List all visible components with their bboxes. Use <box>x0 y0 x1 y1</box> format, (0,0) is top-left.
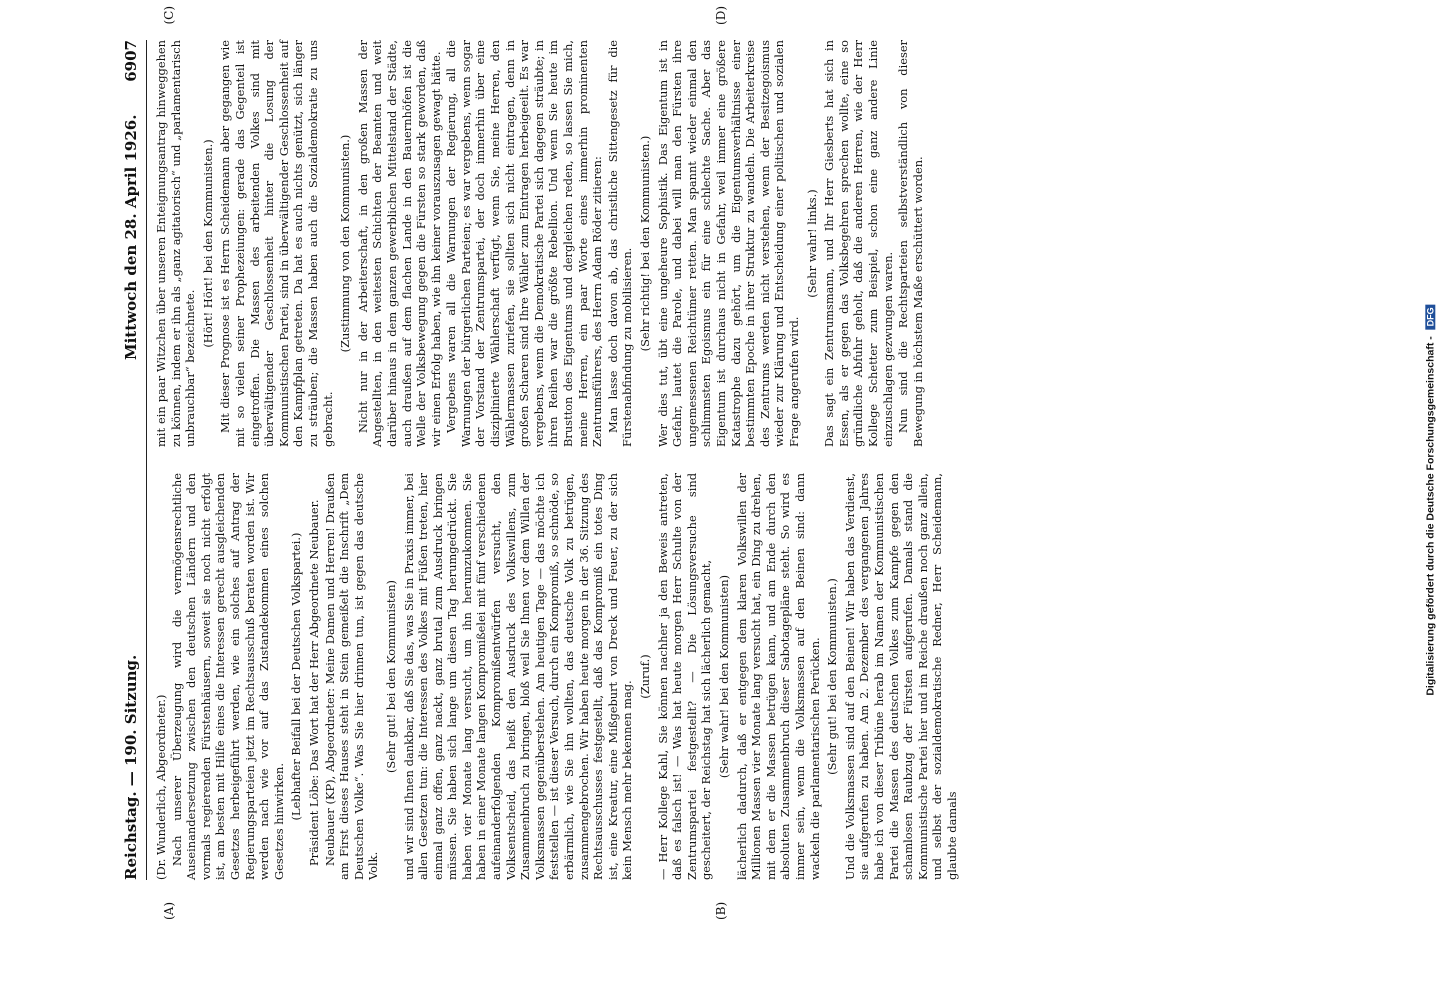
paragraph: Präsident Löbe: Das Wort hat der Herr Abgeordnete Neubauer. <box>306 499 321 866</box>
margin-marker-b: (B) <box>714 901 728 920</box>
paragraph: Neubauer (KP), Abgeordneter: Meine Damen und Herren! Draußen am First dieses Hauses steht in Stein gemeißelt die Inschrift „Dem Deutschen Volke“. Was Sie hier drinnen tun, ist gegen das deutsche Volk. <box>322 473 381 880</box>
speaker-line: (Dr. Wunderlich, Abgeordneter.) <box>154 694 168 880</box>
interjection: (Hört! Hört! bei den Kommunisten.) <box>200 139 215 348</box>
column-left <box>154 473 1222 920</box>
column-right <box>154 6 1222 447</box>
quotation: Wer dies tut, übt eine ungeheure Sophistik. Das Eigentum ist in Gefahr, lautet die Parole, und dabei will man den Fürsten ihre ungemessenen Reichtümer retten. Man spannt wieder einmal den schlimmsten Egoismus ein für eine schlechte Sache. Aber das Eigentum ist durchaus nicht in Gefahr, weil immer eine größere Katastrophe dazu gehört, um die Eigentumsverhältnisse einer bestimmten Epoche in ihrer Struktur zu wandeln. Die Arbeiterkreise des Zentrums werden nicht verstehen, wenn der Besitzegoismus wieder zur Klärung und Entscheidung einer politischen und sozialen Frage angerufen wird. <box>655 40 801 447</box>
quotation: Man lasse doch davon ab, das christliche Sittengesetz für die Fürstenabfindung zu mobilisieren. <box>605 40 635 447</box>
paragraph: mit ein paar Witzchen über unseren Enteignungsantrag hinweggehen zu können, indem er ihn als „ganz agitatorisch“ und „parlamentarisch unbrauchbar“ bezeichnete. <box>154 40 198 447</box>
credit-text: Digitalisierung gefördert durch die Deutsche Forschungsgemeinschaft - <box>1424 336 1436 696</box>
paragraph: Nun sind die Rechtsparteien selbstverständlich von dieser Bewegung in höchstem Maße erschüttert worden. <box>896 40 925 447</box>
paragraph: Nicht nur in der Arbeiterschaft, in den großen Massen der Angestellten, in den weitesten Schichten der Beamten und weit darüber hinaus in dem ganzen gewerblichen Mittelstand der Städte, auch draußen auf dem flachen Lande in den Bauernhöfen ist die Welle der Volksbewegung gegen die Fürsten so stark geworden, daß wir einen Erfolg haben, wie ihn keiner vorauszusagen gewagt hätte. <box>355 40 443 447</box>
paragraph: Nach unserer Überzeugung wird die vermögensrechtliche Auseinandersetzung zwischen den deutschen Ländern und den vormals regierenden Fürstenhäusern, soweit sie noch nicht erfolgt ist, am besten mit Hilfe eines die Interessen gerecht ausgleichenden Gesetzes herbeigeführt werden, wie ein solches auf Antrag der Regierungsparteien jetzt im Rechtsausschuß beraten worden ist. Wir werden nach wie vor auf das Zustandekommen eines solchen Gesetzes hinwirken. <box>169 473 286 880</box>
header-date: Mittwoch den 28. April 1926. <box>122 114 140 360</box>
interjection: (Sehr gut! bei den Kommunisten) <box>383 580 398 774</box>
paragraph: Und die Volksmassen sind auf den Beinen! Wir haben das Verdienst, sie aufgerufen zu haben. Am 2. Dezember des vergangenen Jahres habe ich von dieser Tribüne herab im Namen der Kommunistischen Partei die Massen des deutschen Volkes zum Kampfe gegen den schamlosen Raubzug der Fürsten aufgerufen. Damals stand die Kommunistische Partei hier und im Reiche draußen noch ganz allein, und selbst der sozialdemokratische Redner, Herr Scheidemann, glaubte damals <box>842 473 959 880</box>
margin-marker-c: (C) <box>162 6 176 25</box>
interjection: (Sehr richtig! bei den Kommunisten.) <box>638 135 652 352</box>
margin-marker-a: (A) <box>162 901 176 920</box>
interjection: (Sehr gut! bei den Kommunisten.) <box>825 578 840 775</box>
paragraph: Vergebens waren all die Warnungen der Regierung, all die Warnungen der bürgerlichen Parteien; es war vergebens, wenn sogar der Vorstand der Zentrumspartei, der doch immerhin über eine disziplinierte Wählerschaft verfügt, wenn Sie, meine Herren, den Wählermassen zuriefen, sie sollten sich nicht eintragen, denn in großen Scharen sind Ihre Wähler zum Eintragen herbeigeeilt. Es war vergebens, wenn die Demokratische Partei sich dagegen sträubte; in ihren Reihen war die größte Rebellion. Und wenn Sie heute im Brustton des Eigentums und dergleichen reden, so lassen Sie mich, meine Herren, ein paar Worte eines immerhin prominenten Zentrumsführers, des Herrn Adam Röder zitieren: <box>444 40 605 447</box>
dfg-logo: DFG <box>1425 304 1435 329</box>
interjection: (Zuruf.) <box>638 654 652 699</box>
margin-marker-d: (D) <box>714 6 728 25</box>
interjection: (Sehr wahr! links.) <box>804 189 819 298</box>
interjection: (Zustimmung von den Kommunisten.) <box>338 134 353 353</box>
interjection: (Sehr wahr! bei den Kommunisten) <box>716 574 731 779</box>
header-left: Reichstag. — 190. Sitzung. <box>122 654 140 880</box>
digitization-credit <box>1424 304 1436 695</box>
paragraph: — Herr Kollege Kahl, Sie können nachher ja den Beweis antreten, daß es falsch ist! — Was hat heute morgen Herr Schulte von der Zentrumspartei festgestellt? — Die Lösungsversuche sind gescheitert, der Reichstag hat sich lächerlich gemacht, <box>655 473 714 880</box>
page-header <box>114 40 147 880</box>
interjection: (Lebhafter Beifall bei der Deutschen Volkspartei.) <box>289 532 304 821</box>
scanned-page <box>2 0 1332 1000</box>
page-number: 6907 <box>122 40 140 82</box>
paragraph: Mit dieser Prognose ist es Herrn Scheidemann aber gegangen wie mit so vielen seiner Prophezeiungen: gerade das Gegenteil ist eingetroffen. Die Massen des arbeitenden Volkes sind mit überwältigender Geschlossenheit hinter die Losung der Kommunistischen Partei, sind in überwältigender Geschlossenheit auf den Kampfplan getreten. Da hat es auch nichts genützt, sich länger zu sträuben; die Massen haben auch die Sozialdemokratie zu uns gebracht. <box>218 40 335 447</box>
paragraph: und wir sind Ihnen dankbar, daß Sie das, was Sie in Praxis immer, bei allen Gesetzen tun: die Interessen des Volkes mit Füßen treten, hier einmal ganz offen, ganz nackt, ganz brutal zum Ausdruck bringen müssen. Sie haben sich lange um diesen Tag herumgedrückt. Sie haben vier Monate lang versucht, um ihn herumzukommen. Sie haben in einer Monate langen Kompromißelei mit fünf verschiedenen aufeinanderfolgenden Kompromißentwürfen versucht, den Volksentscheid, das heißt den Ausdruck des Volkswillens, zum Zusammenbruch zu bringen, bloß weil Sie Ihnen vor dem Willen der Volksmassen gegenüberstehen. Am heutigen Tage — das möchte ich feststellen — ist dieser Versuch, durch ein Kompromiß, so schnöde, so erbärmlich, wie Sie ihn wollten, das deutsche Volk zu betrügen, zusammengebrochen. Wir haben heute morgen in der 36. Sitzung des Rechtsausschusses festgestellt, daß das Kompromiß ein totes Ding ist, eine Kreatur, eine Mißgeburt von Dreck und Feuer, zu der sich kein Mensch mehr bekennen mag. <box>401 473 635 880</box>
paragraph: Das sagt ein Zentrumsmann, und Ihr Herr Giesberts hat sich in Essen, als er gegen das Volksbegehren sprechen wollte, eine so gründliche Abfuhr geholt, daß die anderen Herren, wie der Herr Kollege Schetter zum Beispiel, schon eine ganz andere Linie einzuschlagen gezwungen waren. <box>822 40 895 447</box>
text-columns <box>154 6 1222 920</box>
paragraph: lächerlich dadurch, daß er entgegen dem klaren Volkswillen der Millionen Massen vier Monate lang versucht hat, ein Ding zu drehen, mit dem er die Massen betrügen kann, und am Ende durch den absoluten Zusammenbruch dieser Sabotagepläne steht. So wird es immer sein, wenn die Volksmassen auf den Beinen sind: dann wackeln die parlamentarischen Perücken. <box>734 473 822 880</box>
